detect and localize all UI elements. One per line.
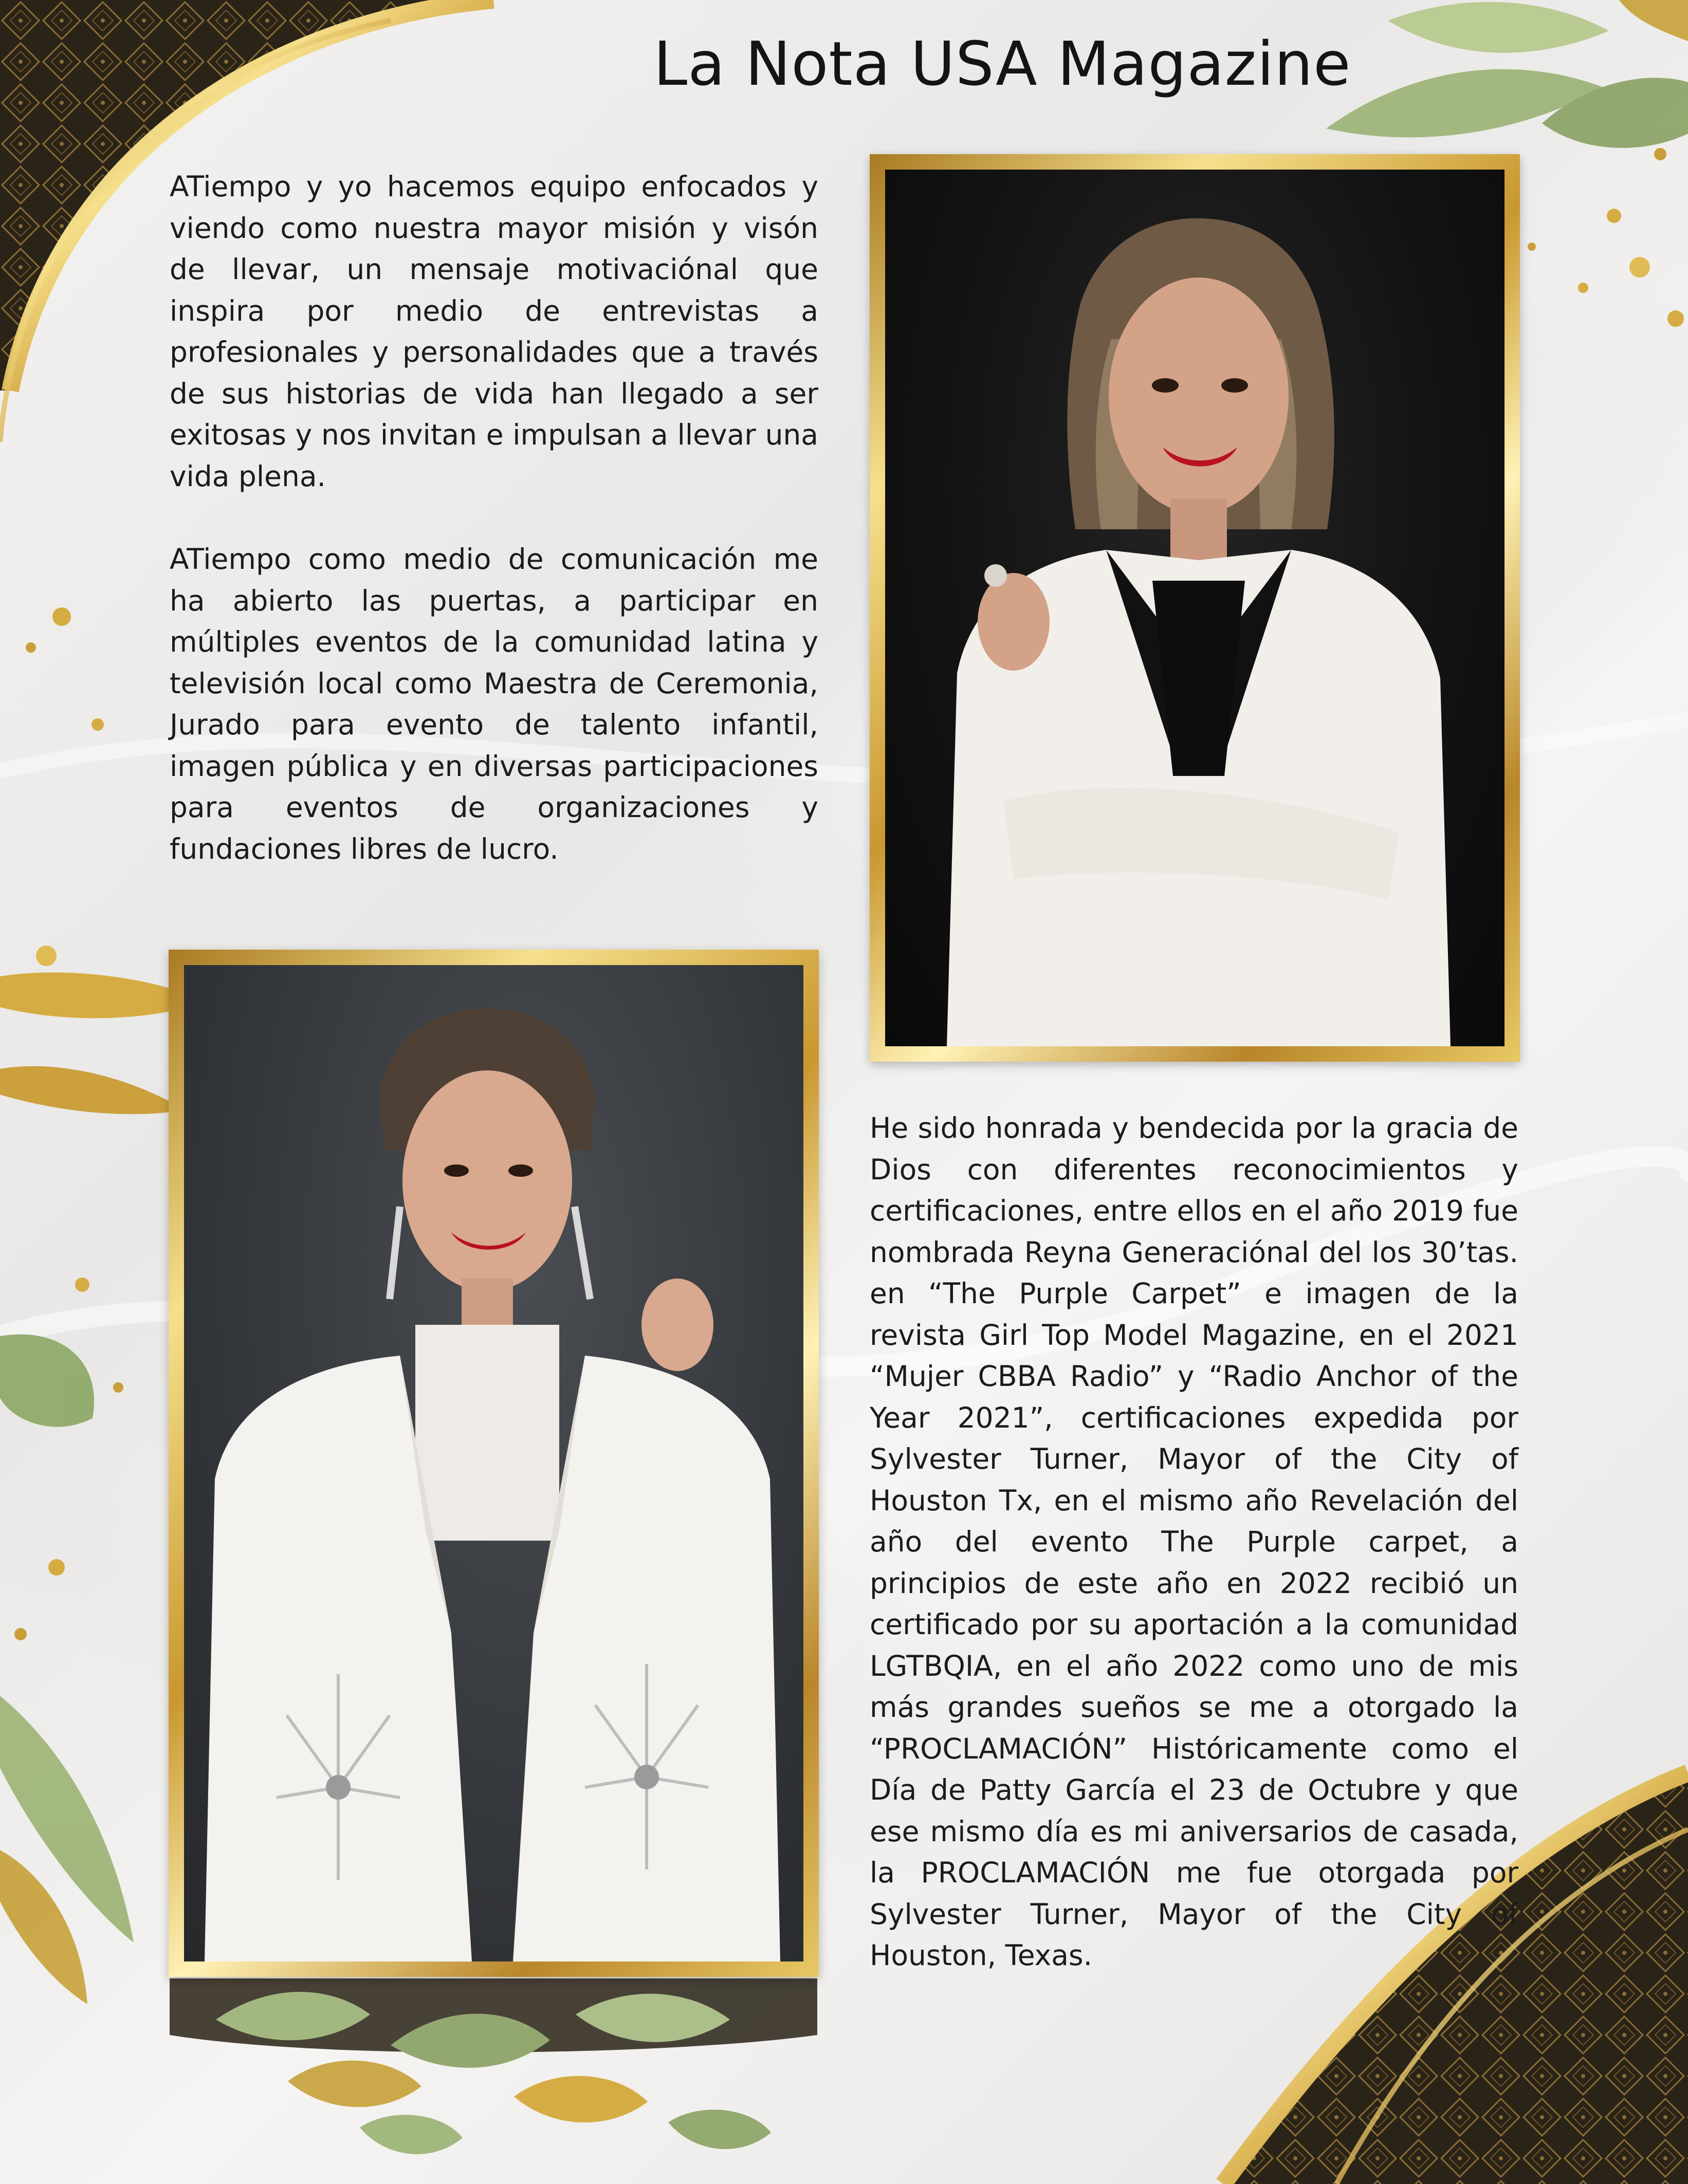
page-title: La Nota USA Magazine	[653, 28, 1351, 99]
photo-frame-top	[870, 154, 1520, 1062]
article-paragraph-1: ATiempo y yo hacemos equipo enfocados y viendo como nuestra mayor misión y visón de llevar, un mensaje motivaciónal que inspira por medio de entrevistas a profesionales y personalidades que a través de sus historias de vida han llegado a ser exitosas y nos invitan e impulsan a llevar una vida plena.	[170, 170, 818, 493]
portrait-photo-icon	[885, 170, 1504, 1046]
photo-frame-bottom	[169, 950, 819, 1977]
article-paragraph-3: He sido honrada y bendecida por la gracia de Dios con diferentes reconocimientos y certificaciones, entre ellos en el año 2019 fue nombrada Reyna Generaciónal del los 30’tas. en “The Purple Carpet” e imagen de la revista Girl Top Model Magazine, en el 2021 “Mujer CBBA Radio” y “Radio Anchor of the Year 2021”, certificaciones expedida por Sylvester Turner, Mayor of the City of Houston Tx, en el mismo año Revelación del año del evento The Purple carpet, a principios de este año en 2022 recibió un certificado por su aportación a la comunidad LGTBQIA, en el año 2022 como uno de mis más grandes sueños se me a otorgado la “PROCLAMACIÓN” Históricamente como el Día de Patty García el 23 de Octubre y que ese mismo día es mi aniversarios de casada, la PROCLAMACIÓN me fue otorgada por Sylvester Turner, Mayor of the City of Houston, Texas.	[870, 1112, 1518, 1972]
gold-leaf-decoration-icon	[170, 1978, 817, 2154]
portrait-photo-icon	[184, 965, 803, 1961]
article-paragraph-2: ATiempo como medio de comunicación me ha abierto las puertas, a participar en múltiples eventos de la comunidad latina y televisión local como Maestra de Ceremonia, Jurado para evento de talento infantil, imagen pública y en diversas participaciones para eventos de organizaciones y fundaciones libres de lucro.	[170, 543, 818, 865]
